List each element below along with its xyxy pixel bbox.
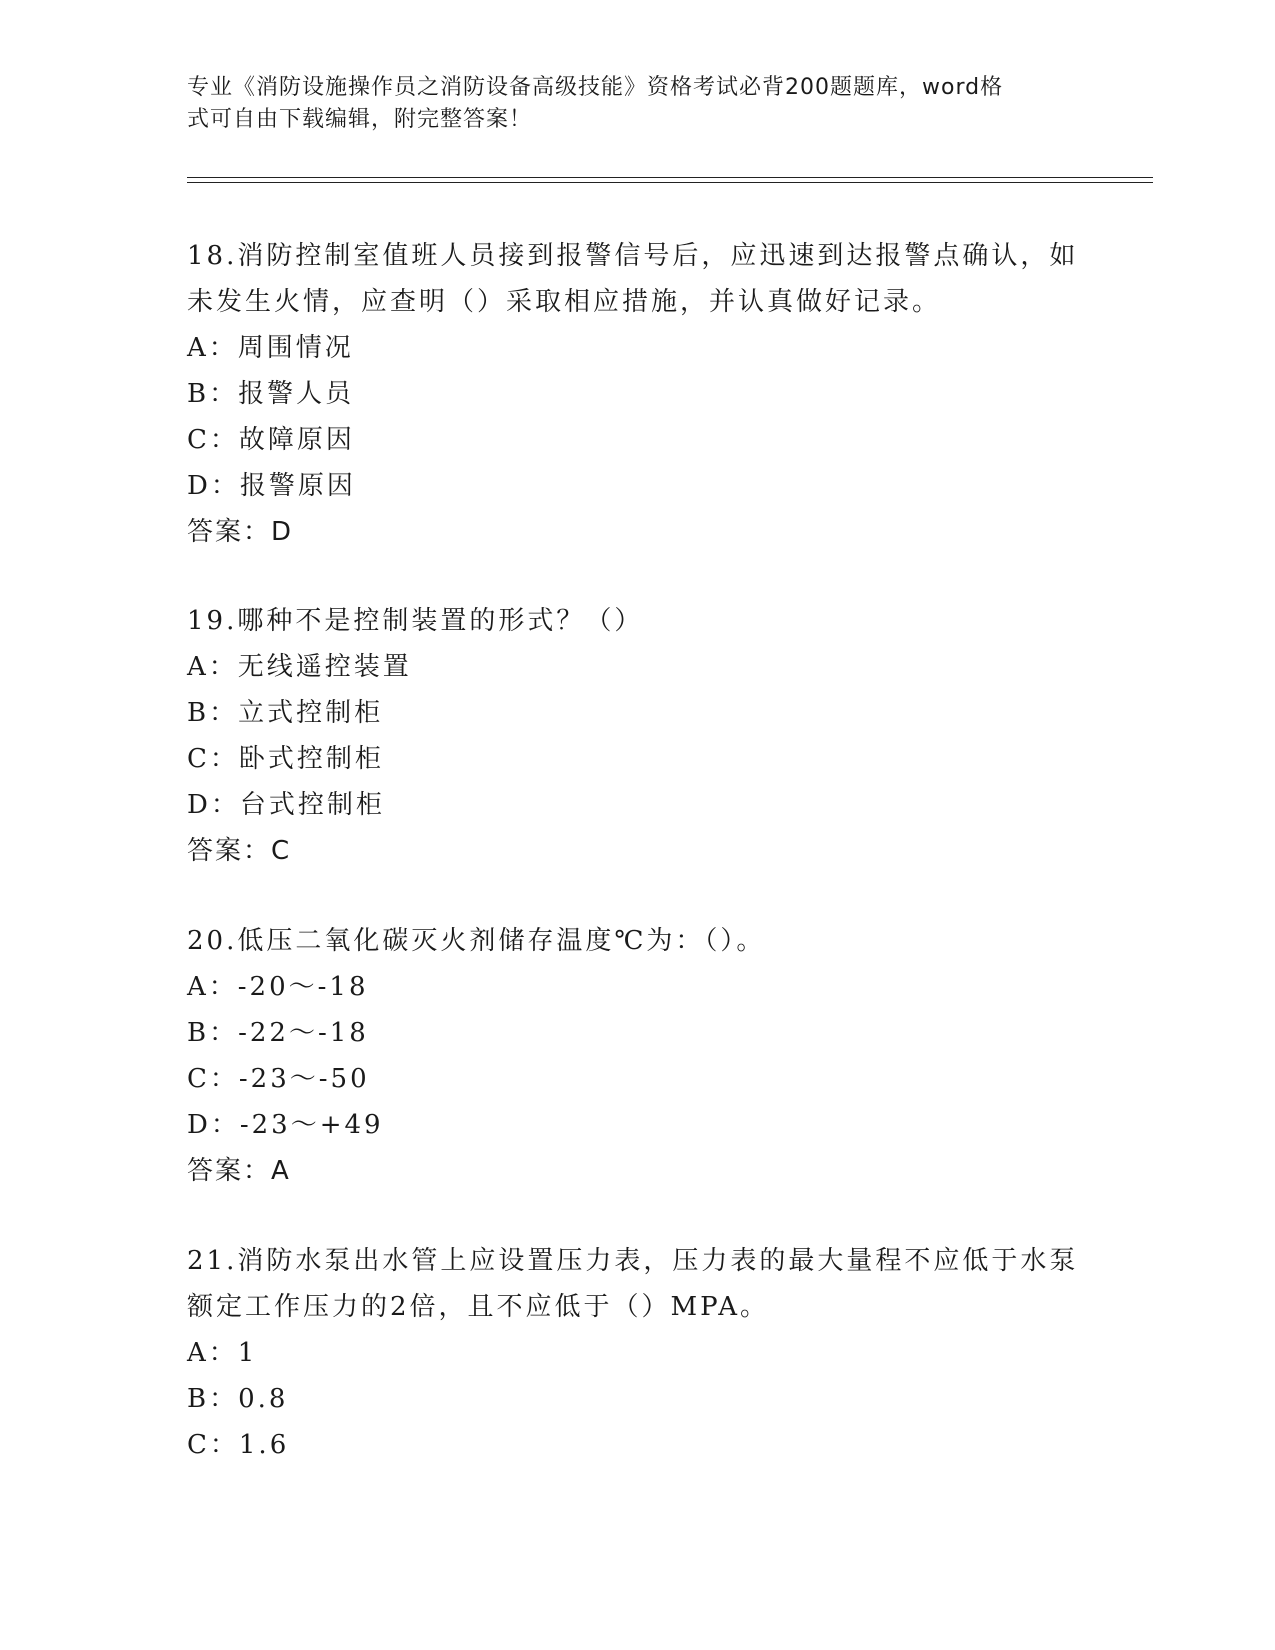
option-d: D：报警原因 [187, 471, 356, 501]
question-20 [187, 918, 1087, 1194]
question-stem: 21.消防水泵出水管上应设置压力表，压力表的最大量程不应低于水泵 [187, 1246, 1079, 1276]
option-a: A：-20～-18 [187, 972, 369, 1002]
answer: 答案：C [187, 836, 292, 866]
answer: 答案：A [187, 1156, 291, 1186]
option-a: A：1 [187, 1338, 258, 1368]
question-18 [187, 233, 1087, 555]
option-c: C：-23～-50 [187, 1064, 370, 1094]
question-stem: 20.低压二氧化碳灭火剂储存温度℃为：（）。 [187, 926, 766, 956]
header-line-2: 式可自由下载编辑，附完整答案！ [187, 107, 533, 132]
question-stem: 未发生火情，应查明（）采取相应措施，并认真做好记录。 [187, 287, 942, 317]
question-stem: 19.哪种不是控制装置的形式？（） [187, 606, 644, 636]
option-c: C：卧式控制柜 [187, 744, 384, 774]
option-b: B：报警人员 [187, 379, 355, 409]
question-stem: 18.消防控制室值班人员接到报警信号后，应迅速到达报警点确认，如 [187, 241, 1079, 271]
option-c: C：1.6 [187, 1430, 290, 1460]
option-d: D：台式控制柜 [187, 790, 385, 820]
header-divider-top [187, 177, 1153, 178]
question-19 [187, 598, 1087, 874]
option-a: A：无线遥控装置 [187, 652, 412, 682]
option-b: B：-22～-18 [187, 1018, 369, 1048]
option-b: B：0.8 [187, 1384, 289, 1414]
option-d: D：-23～+49 [187, 1110, 384, 1140]
option-b: B：立式控制柜 [187, 698, 384, 728]
answer: 答案：D [187, 517, 294, 547]
document-header [187, 72, 1067, 136]
question-stem: 额定工作压力的2倍，且不应低于（）MPA。 [187, 1292, 770, 1322]
header-line-1: 专业《消防设施操作员之消防设备高级技能》资格考试必背200题题库，word格 [187, 75, 1004, 100]
option-c: C：故障原因 [187, 425, 355, 455]
option-a: A：周围情况 [187, 333, 354, 363]
header-divider-bottom [187, 182, 1153, 183]
question-21 [187, 1238, 1087, 1468]
